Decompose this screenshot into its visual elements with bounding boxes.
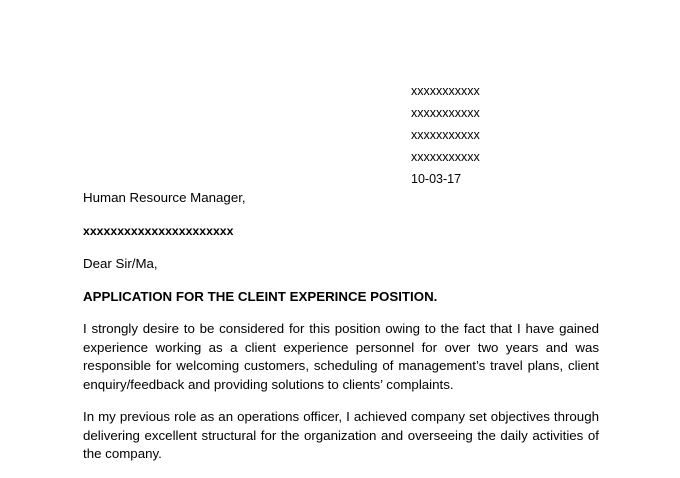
letter-date: 10-03-17 [411, 172, 462, 186]
address-line-1: xxxxxxxxxxx [411, 84, 480, 98]
body-paragraph-1: I strongly desire to be considered for this position owing to the fact that I have gained experience working as a client experience personnel for over two years and was responsible for welcoming customers, scheduling of management’s travel plans, client enquiry/feedback and providing solutions to clients’ complaints. [83, 321, 599, 392]
sender-address-block [411, 80, 480, 190]
subject-line: APPLICATION FOR THE CLEINT EXPERINCE POSITION. [83, 288, 438, 304]
body-paragraph-2: In my previous role as an operations officer, I achieved company set objectives through delivering excellent structural for the organization and overseeing the daily activities of the company. [83, 409, 599, 461]
recipient-line: Human Resource Manager, [83, 190, 246, 205]
salutation: Dear Sir/Ma, [83, 256, 158, 271]
letter-body [83, 189, 599, 478]
address-line-2: xxxxxxxxxxx [411, 106, 480, 120]
address-line-3: xxxxxxxxxxx [411, 128, 480, 142]
company-name: xxxxxxxxxxxxxxxxxxxxxx [83, 223, 234, 238]
address-line-4: xxxxxxxxxxx [411, 150, 480, 164]
